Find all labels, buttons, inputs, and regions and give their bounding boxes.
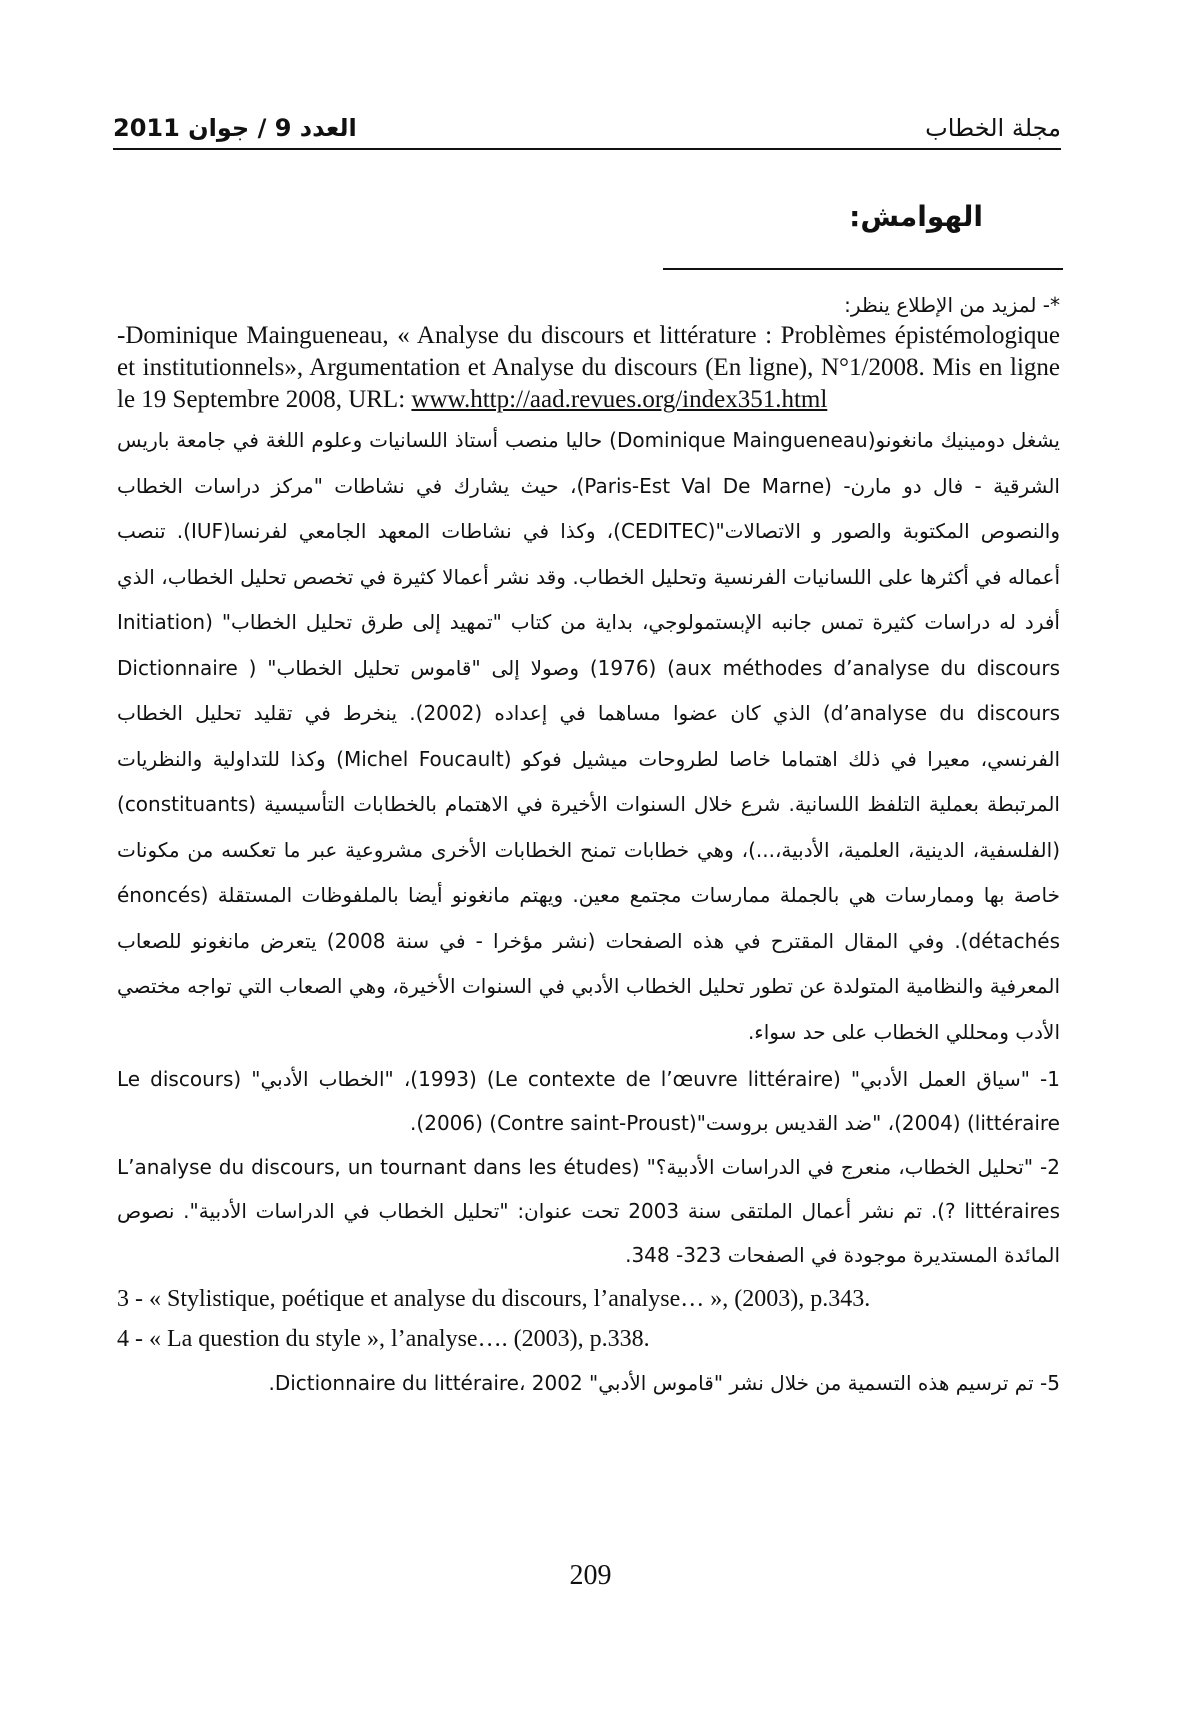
footnote-2: 2- "تحليل الخطاب، منعرج في الدراسات الأدبية؟" (L’analyse du discours, un tournant dans les études littéraires ?). تم نشر أعمال الملتقى سنة 2003 تحت عنوان: "تحليل الخطاب في الدراسات الأدبية". نصوص المائدة المستديرة موجودة في الصفحات 323- 348. [117,1155,1061,1267]
footnote-4: 4 - « La question du style », l’analyse…. (2003), p.338. [117,1326,650,1352]
reference-url-link[interactable]: www.http://aad.revues.org/index351.html [411,386,828,413]
star-note-intro: *- لمزيد من الإطلاع ينظر: [844,293,1060,317]
issue-info: العدد 9 / جوان 2011 [113,114,357,142]
author-bio-paragraph: يشغل دومينيك مانغونو(Dominique Maingueneau) حاليا منصب أستاذ اللسانيات وعلوم اللغة في جامعة باريس الشرقية - فال دو مارن- (Paris-Est Val De Marne)، حيث يشارك في نشاطات "مركز دراسات الخطاب والنصوص المكتوبة والصور و الاتصالات"(CEDITEC)، وكذا في نشاطات المعهد الجامعي لفرنسا(IUF). تنصب أعماله في أكثرها على اللسانيات الفرنسية وتحليل الخطاب. وقد نشر أعمالا كثيرة في تخصص تحليل الخطاب، الذي أفرد له دراسات كثيرة تمس جانبه الإبستمولوجي، بداية من كتاب "تمهيد إلى طرق تحليل الخطاب" (Initiation aux méthodes d’analyse du discours) (1976) وصولا إلى "قاموس تحليل الخطاب" ( Dictionnaire d’analyse du discours) الذي كان عضوا مساهما في إعداده (2002). ينخرط في تقليد تحليل الخطاب الفرنسي، معيرا في ذلك اهتماما خاصا لطروحات ميشيل فوكو (Michel Foucault) وكذا للتداولية والنظريات المرتبطة بعملية التلفظ اللسانية. شرع خلال السنوات الأخيرة في الاهتمام بالخطابات التأسيسية (constituants)(الفلسفية، الدينية، العلمية، الأدبية،...)، وهي خطابات تمنح الخطابات الأخرى مشروعية عبر ما تعكسه من مكونات خاصة بها وممارسات هي بالجملة ممارسات مجتمع معين. ويهتم مانغونو أيضا بالملفوظات المستقلة (énoncés détachés). وفي المقال المقترح في هذه الصفحات (نشر مؤخرا - في سنة 2008) يتعرض مانغونو للصعاب المعرفية والنظامية المتولدة عن تطور تحليل الخطاب الأدبي في السنوات الأخيرة، وهي الصعاب التي تواجه مختصي الأدب ومحللي الخطاب على حد سواء. [117,428,1061,1044]
journal-title: مجلة الخطاب [925,114,1061,142]
footnote-3: 3 - « Stylistique, poétique et analyse du discours, l’analyse… », (2003), p.343. [117,1286,871,1312]
star-note-reference [117,320,1060,416]
notes-rule [663,268,1063,270]
notes-body [117,290,1060,1405]
reference-text: -Dominique Maingueneau, « Analyse du discours et littérature : Problèmes épistémologique et institutionnels», Argumentation et Analyse du discours (En ligne), N°1/2008. Mis en ligne le 19 Septembre 2008, URL: [117,322,1060,413]
page-header [113,108,1061,148]
header-rule [113,148,1061,150]
footnote-1: 1- "سياق العمل الأدبي" (Le contexte de l’œuvre littéraire) (1993)، "الخطاب الأدبي" (Le discours littéraire) (2004)، "ضد القديس بروست"(Contre saint-Proust) (2006). [117,1067,1060,1135]
footnote-5: 5- تم ترسيم هذه التسمية من خلال نشر "قاموس الأدبي" Dictionnaire du littéraire، 2002. [268,1371,1060,1395]
page-number: 209 [569,1560,612,1591]
notes-heading: الهوامش: [849,200,983,233]
